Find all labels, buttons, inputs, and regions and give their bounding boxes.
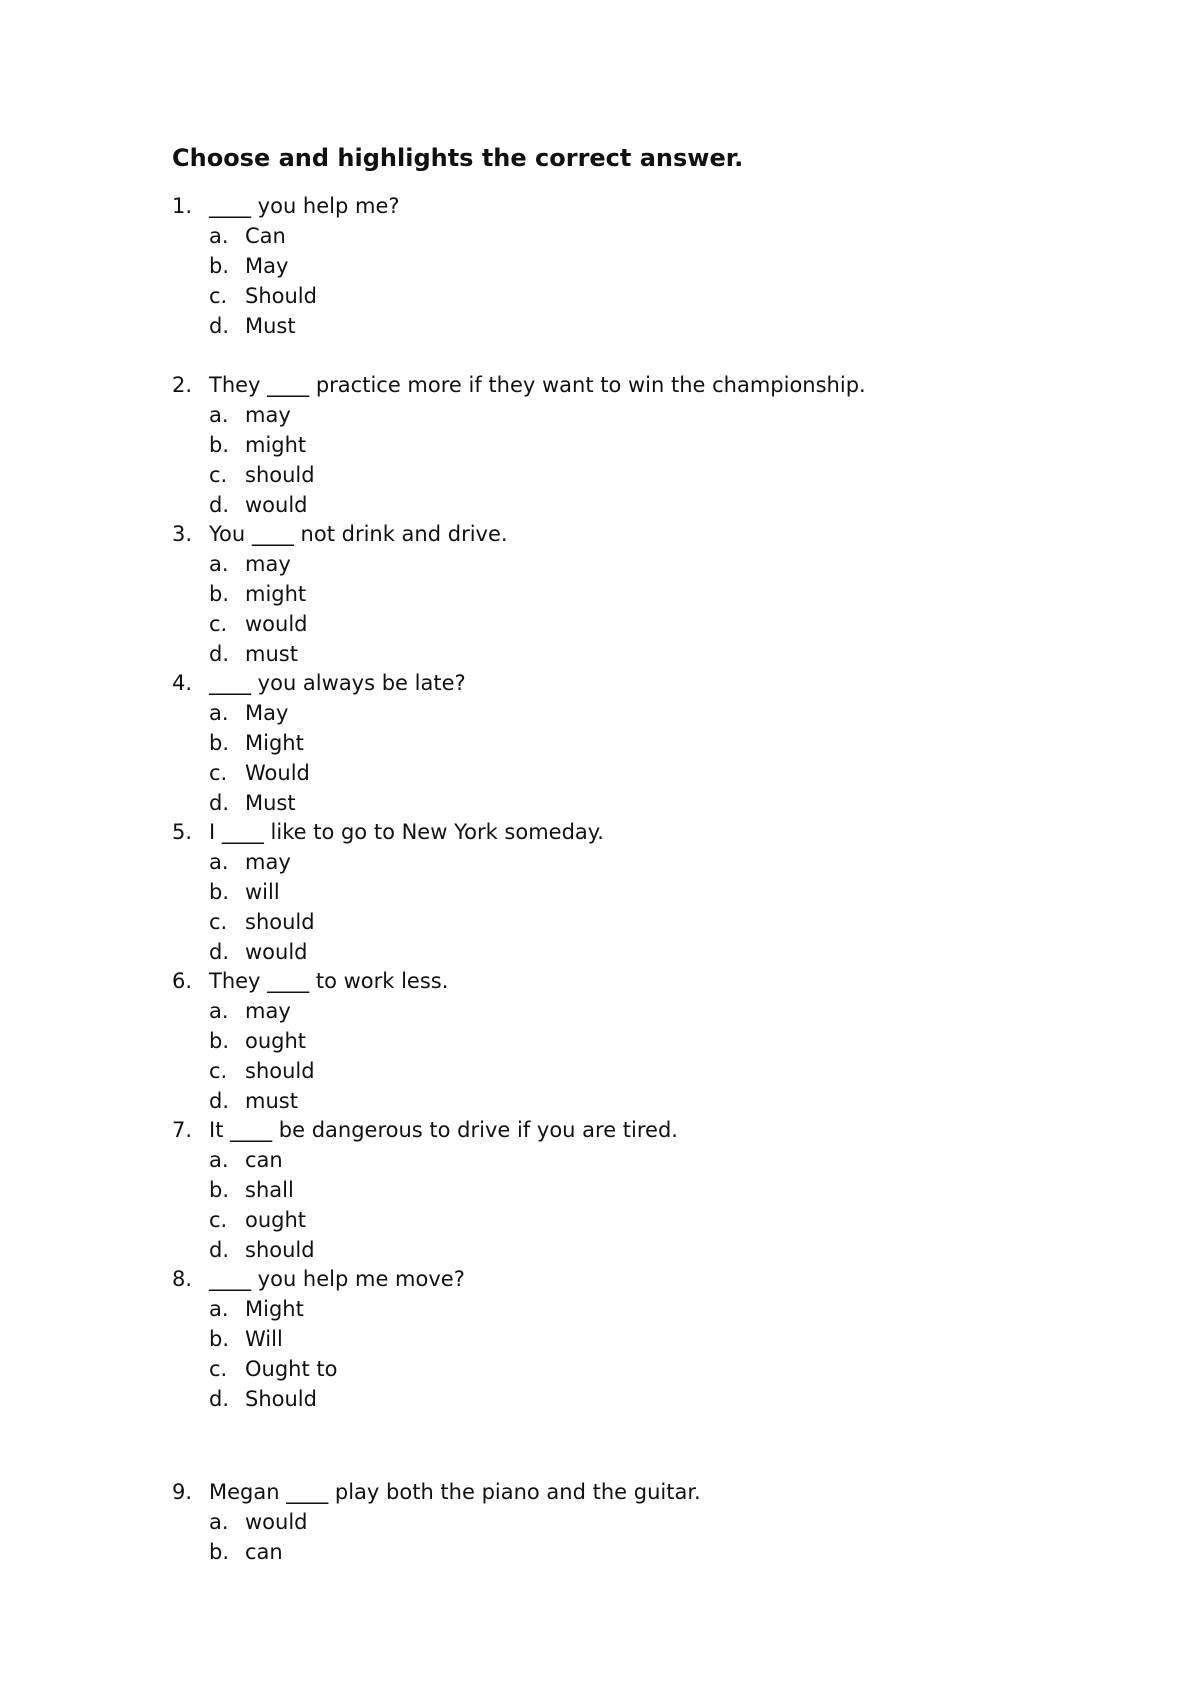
question-text: ____ you always be late? <box>209 671 466 695</box>
answer-option-c[interactable] <box>172 1354 1132 1384</box>
option-letter: b. <box>209 1178 230 1202</box>
question-3 <box>172 519 1132 669</box>
option-text: May <box>245 701 289 725</box>
question-number: 4. <box>172 671 193 695</box>
option-letter: b. <box>209 1029 230 1053</box>
option-text: Must <box>245 314 296 338</box>
answer-option-d[interactable] <box>172 1086 1132 1116</box>
option-letter: b. <box>209 433 230 457</box>
answer-option-b[interactable] <box>172 1175 1132 1205</box>
option-text: Should <box>245 1387 317 1411</box>
answer-option-c[interactable] <box>172 281 1132 311</box>
option-letter: a. <box>209 701 229 725</box>
option-letter: d. <box>209 1238 230 1262</box>
option-text: must <box>245 642 298 666</box>
option-text: would <box>245 1510 308 1534</box>
answer-option-c[interactable] <box>172 460 1132 490</box>
option-letter: a. <box>209 224 229 248</box>
answer-option-a[interactable] <box>172 400 1132 430</box>
question-5 <box>172 817 1132 967</box>
question-stem <box>172 668 1132 698</box>
question-number: 3. <box>172 522 193 546</box>
question-text: They ____ practice more if they want to win the championship. <box>209 373 866 397</box>
answer-option-d[interactable] <box>172 788 1132 818</box>
answer-option-b[interactable] <box>172 1026 1132 1056</box>
answer-option-d[interactable] <box>172 1384 1132 1414</box>
option-text: Should <box>245 284 317 308</box>
question-6 <box>172 966 1132 1116</box>
answer-option-a[interactable] <box>172 549 1132 579</box>
option-letter: c. <box>209 1059 228 1083</box>
option-letter: c. <box>209 463 228 487</box>
option-text: shall <box>245 1178 294 1202</box>
option-letter: a. <box>209 999 229 1023</box>
option-text: should <box>245 1059 315 1083</box>
option-text: ought <box>245 1208 307 1232</box>
question-text: ____ you help me? <box>209 194 400 218</box>
option-text: will <box>245 880 280 904</box>
answer-option-b[interactable] <box>172 579 1132 609</box>
answer-option-b[interactable] <box>172 430 1132 460</box>
option-letter: a. <box>209 1148 229 1172</box>
option-text: must <box>245 1089 298 1113</box>
question-number: 2. <box>172 373 193 397</box>
question-stem <box>172 1264 1132 1294</box>
question-stem <box>172 1477 1132 1507</box>
option-letter: d. <box>209 1089 230 1113</box>
answer-option-c[interactable] <box>172 1205 1132 1235</box>
question-text: They ____ to work less. <box>209 969 449 993</box>
option-letter: d. <box>209 642 230 666</box>
answer-option-b[interactable] <box>172 1324 1132 1354</box>
question-number: 9. <box>172 1480 193 1504</box>
option-letter: d. <box>209 314 230 338</box>
question-text: Megan ____ play both the piano and the guitar. <box>209 1480 701 1504</box>
option-text: would <box>245 940 308 964</box>
option-letter: b. <box>209 1327 230 1351</box>
question-stem <box>172 519 1132 549</box>
option-text: Ought to <box>245 1357 338 1381</box>
answer-option-d[interactable] <box>172 639 1132 669</box>
answer-option-b[interactable] <box>172 251 1132 281</box>
answer-option-a[interactable] <box>172 1507 1132 1537</box>
question-9 <box>172 1477 1132 1567</box>
option-text: Might <box>245 1297 304 1321</box>
option-text: can <box>245 1540 283 1564</box>
question-number: 7. <box>172 1118 193 1142</box>
option-letter: d. <box>209 791 230 815</box>
option-letter: c. <box>209 910 228 934</box>
option-letter: d. <box>209 493 230 517</box>
answer-option-b[interactable] <box>172 1537 1132 1567</box>
option-text: May <box>245 254 289 278</box>
answer-option-a[interactable] <box>172 698 1132 728</box>
option-text: might <box>245 582 307 606</box>
option-text: may <box>245 999 291 1023</box>
option-text: can <box>245 1148 283 1172</box>
answer-option-b[interactable] <box>172 728 1132 758</box>
question-8 <box>172 1264 1132 1414</box>
answer-option-d[interactable] <box>172 937 1132 967</box>
answer-option-a[interactable] <box>172 221 1132 251</box>
question-2 <box>172 370 1132 520</box>
question-stem <box>172 966 1132 996</box>
option-letter: b. <box>209 880 230 904</box>
answer-option-c[interactable] <box>172 758 1132 788</box>
option-text: may <box>245 850 291 874</box>
question-stem <box>172 817 1132 847</box>
option-text: should <box>245 463 315 487</box>
question-stem <box>172 191 1132 221</box>
question-number: 6. <box>172 969 193 993</box>
option-text: Can <box>245 224 286 248</box>
option-text: would <box>245 612 308 636</box>
option-text: should <box>245 910 315 934</box>
answer-option-b[interactable] <box>172 877 1132 907</box>
option-letter: b. <box>209 254 230 278</box>
option-letter: c. <box>209 761 228 785</box>
option-letter: b. <box>209 1540 230 1564</box>
option-text: Will <box>245 1327 283 1351</box>
question-stem <box>172 1115 1132 1145</box>
option-text: might <box>245 433 307 457</box>
page-title: Choose and highlights the correct answer. <box>172 144 744 172</box>
answer-option-c[interactable] <box>172 609 1132 639</box>
question-text: I ____ like to go to New York someday. <box>209 820 604 844</box>
option-text: would <box>245 493 308 517</box>
answer-option-d[interactable] <box>172 490 1132 520</box>
option-text: Might <box>245 731 304 755</box>
option-text: should <box>245 1238 315 1262</box>
option-text: may <box>245 552 291 576</box>
answer-option-d[interactable] <box>172 1235 1132 1265</box>
option-letter: c. <box>209 1208 228 1232</box>
question-stem <box>172 370 1132 400</box>
option-text: Must <box>245 791 296 815</box>
option-text: Would <box>245 761 310 785</box>
answer-option-a[interactable] <box>172 847 1132 877</box>
question-text: It ____ be dangerous to drive if you are tired. <box>209 1118 678 1142</box>
answer-option-c[interactable] <box>172 907 1132 937</box>
question-7 <box>172 1115 1132 1265</box>
answer-option-a[interactable] <box>172 1294 1132 1324</box>
option-letter: b. <box>209 582 230 606</box>
answer-option-a[interactable] <box>172 996 1132 1026</box>
option-letter: d. <box>209 940 230 964</box>
question-number: 5. <box>172 820 193 844</box>
option-letter: a. <box>209 1297 229 1321</box>
question-number: 1. <box>172 194 193 218</box>
option-letter: d. <box>209 1387 230 1411</box>
answer-option-c[interactable] <box>172 1056 1132 1086</box>
option-letter: c. <box>209 284 228 308</box>
question-4 <box>172 668 1132 818</box>
option-letter: c. <box>209 612 228 636</box>
question-text: ____ you help me move? <box>209 1267 465 1291</box>
option-letter: a. <box>209 552 229 576</box>
option-text: may <box>245 403 291 427</box>
option-letter: a. <box>209 1510 229 1534</box>
option-text: ought <box>245 1029 307 1053</box>
question-1 <box>172 191 1132 341</box>
option-letter: c. <box>209 1357 228 1381</box>
option-letter: a. <box>209 850 229 874</box>
question-text: You ____ not drink and drive. <box>209 522 508 546</box>
question-number: 8. <box>172 1267 193 1291</box>
answer-option-a[interactable] <box>172 1145 1132 1175</box>
answer-option-d[interactable] <box>172 311 1132 341</box>
option-letter: a. <box>209 403 229 427</box>
option-letter: b. <box>209 731 230 755</box>
